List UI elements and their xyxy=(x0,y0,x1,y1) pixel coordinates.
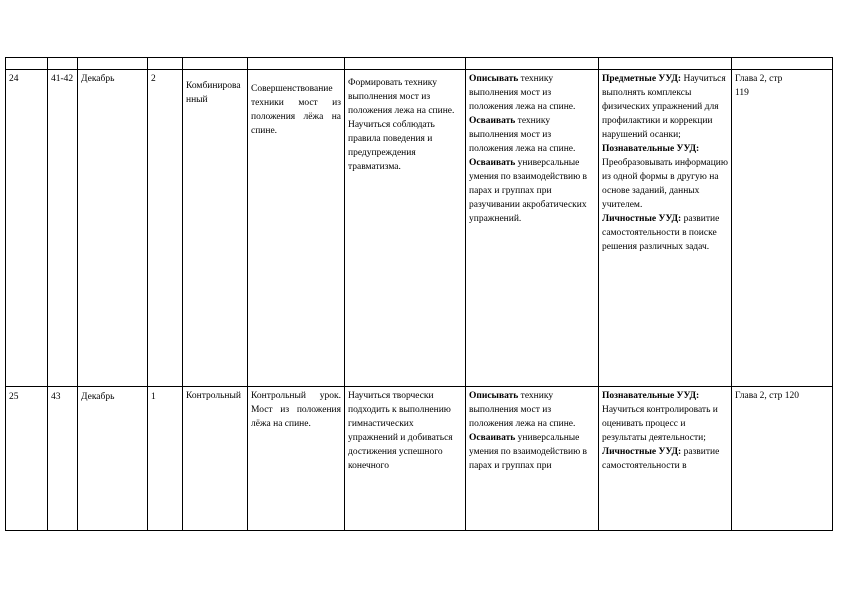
activity-text: технику выполнения мост из положения лежа на спине. xyxy=(469,391,576,429)
activity-item xyxy=(469,389,595,431)
uud-lead: Познавательные УУД: xyxy=(602,391,700,401)
header-cell xyxy=(6,58,48,70)
uud-cell xyxy=(599,387,732,531)
lesson-type-cell: Комбинированный xyxy=(183,70,248,387)
header-cell xyxy=(599,58,732,70)
activity-lead: Описывать xyxy=(469,391,519,401)
activity-item xyxy=(469,156,595,226)
activity-item xyxy=(469,114,595,156)
topic-cell: Контрольный урок. Мост из положения лёжа на спине. xyxy=(248,387,345,531)
activities-cell xyxy=(466,70,599,387)
header-cell xyxy=(183,58,248,70)
uud-text: Научиться контролировать и оценивать процесс и результаты деятельности; xyxy=(602,405,718,443)
reference-cell xyxy=(732,387,833,531)
activity-lead: Описывать xyxy=(469,74,519,84)
hours-cell: 2 xyxy=(148,70,183,387)
header-cell xyxy=(48,58,78,70)
uud-item xyxy=(602,72,728,142)
goals-cell: Формировать технику выполнения мост из положения лежа на спине. Научиться соблюдать правила поведения и предупреждения травматизма. xyxy=(345,70,466,387)
uud-item xyxy=(602,389,728,445)
header-cell xyxy=(78,58,148,70)
header-cell xyxy=(148,58,183,70)
table-row xyxy=(6,70,833,387)
activity-text: универсальные умения по взаимодействию в парах и группах при xyxy=(469,433,588,471)
header-cell xyxy=(466,58,599,70)
header-cell xyxy=(248,58,345,70)
uud-item xyxy=(602,445,728,473)
uud-text: Научиться выполнять комплексы физических упражнений для профилактики и коррекции нарушений осанки; xyxy=(602,74,726,140)
lesson-plan-sheet xyxy=(5,57,833,531)
activities-cell xyxy=(466,387,599,531)
activity-text: технику выполнения мост из положения лежа на спине. xyxy=(469,116,576,154)
reference-line: 119 xyxy=(735,88,749,98)
lesson-number: 43 xyxy=(48,387,78,531)
uud-cell xyxy=(599,70,732,387)
uud-lead: Личностные УУД: xyxy=(602,214,682,224)
activity-text: технику выполнения мост из положения лежа на спине. xyxy=(469,74,576,112)
uud-text: развитие самостоятельности в xyxy=(602,447,720,471)
lesson-number: 41-42 xyxy=(48,70,78,387)
uud-text: Преобразовывать информацию из одной формы в другую на основе заданий, данных учителем. xyxy=(602,158,728,210)
reference-line: Глава 2, стр xyxy=(735,74,783,84)
table-header-row xyxy=(6,58,833,70)
activity-text: универсальные умения по взаимодействию в парах и группах при разучивании акробатических упражнений. xyxy=(469,158,588,224)
hours-cell: 1 xyxy=(148,387,183,531)
uud-item xyxy=(602,142,728,212)
lesson-plan-table xyxy=(5,57,833,531)
topic-cell: Совершенствование техники мост из положения лёжа на спине. xyxy=(248,70,345,387)
goals-cell: Научиться творчески подходить к выполнению гимнастических упражнений и добиваться достижения успешного конечного xyxy=(345,387,466,531)
uud-lead: Личностные УУД: xyxy=(602,447,682,457)
activity-item xyxy=(469,72,595,114)
header-cell xyxy=(732,58,833,70)
row-number: 25 xyxy=(6,387,48,531)
reference-cell xyxy=(732,70,833,387)
header-cell xyxy=(345,58,466,70)
uud-lead: Предметные УУД: xyxy=(602,74,682,84)
table-row xyxy=(6,387,833,531)
lesson-type-cell: Контрольный xyxy=(183,387,248,531)
uud-text: развитие самостоятельности в поиске решения различных задач. xyxy=(602,214,720,252)
uud-item xyxy=(602,212,728,254)
activity-lead: Осваивать xyxy=(469,116,516,126)
row-number: 24 xyxy=(6,70,48,387)
uud-lead: Познавательные УУД: xyxy=(602,144,700,154)
activity-lead: Осваивать xyxy=(469,433,516,443)
reference-line: Глава 2, стр 120 xyxy=(735,391,800,401)
month-cell: Декабрь xyxy=(78,70,148,387)
month-cell: Декабрь xyxy=(78,387,148,531)
activity-item xyxy=(469,431,595,473)
activity-lead: Осваивать xyxy=(469,158,516,168)
